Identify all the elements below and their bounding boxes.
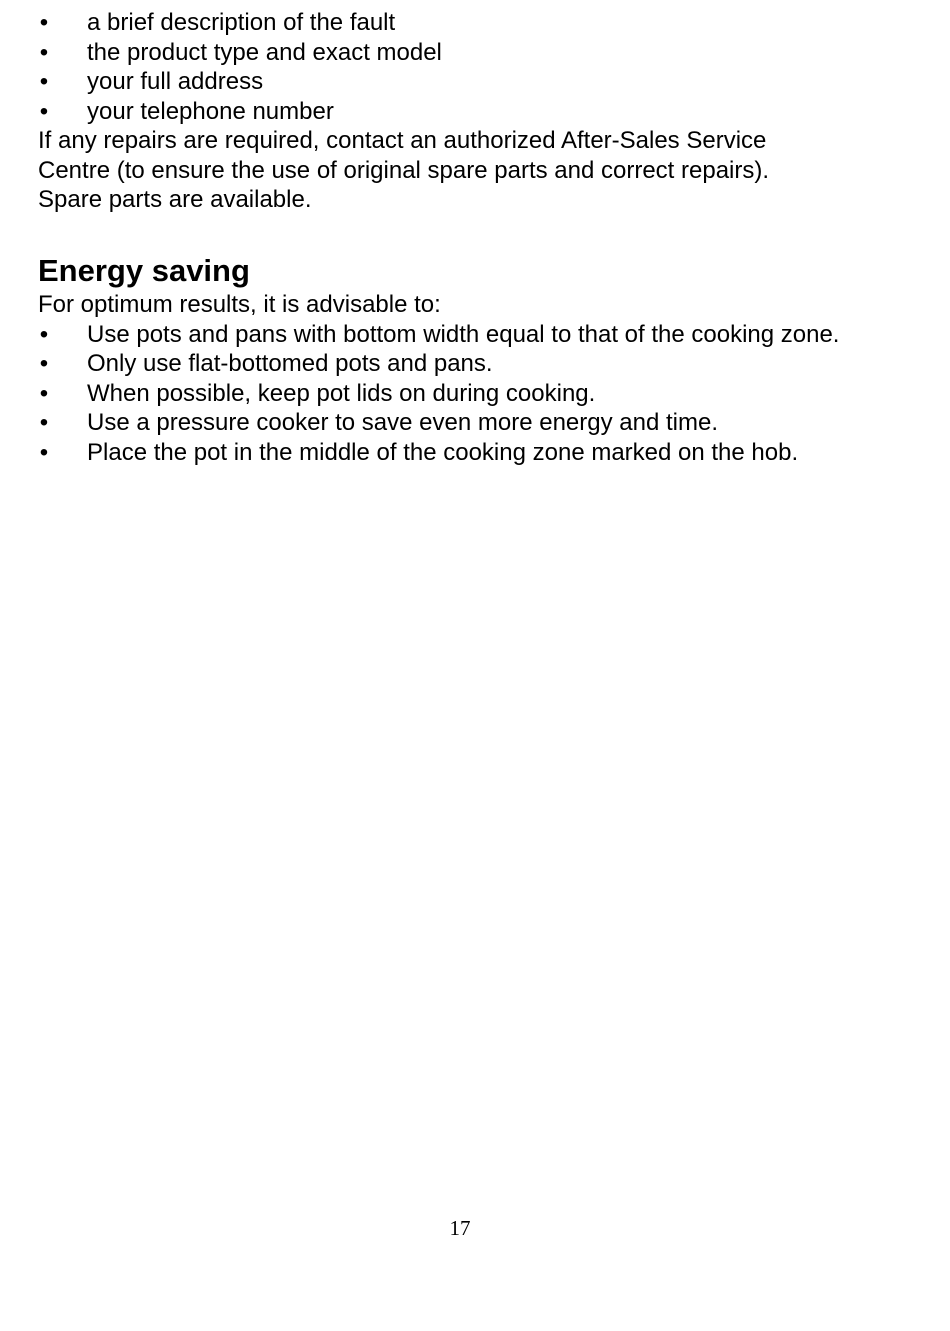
energy-saving-section bbox=[38, 290, 918, 467]
bullet-icon: • bbox=[39, 409, 49, 436]
bullet-icon: • bbox=[39, 350, 49, 377]
paragraph-line: Centre (to ensure the use of original spare parts and correct repairs). bbox=[38, 156, 770, 184]
list-item bbox=[38, 97, 918, 127]
list-item-text: Use a pressure cooker to save even more energy and time. bbox=[87, 409, 718, 436]
list-item-text: your telephone number bbox=[87, 97, 334, 125]
list-item-text: When possible, keep pot lids on during cooking. bbox=[87, 379, 596, 407]
repair-info-section bbox=[38, 8, 918, 215]
list-item-text: a brief description of the fault bbox=[87, 9, 396, 36]
bullet-icon: • bbox=[39, 38, 49, 66]
bullet-icon: • bbox=[39, 379, 49, 407]
list-item bbox=[38, 438, 918, 468]
list-item bbox=[38, 408, 918, 438]
list-item-text: the product type and exact model bbox=[87, 38, 442, 66]
section-intro: For optimum results, it is advisable to: bbox=[38, 291, 441, 318]
list-item bbox=[38, 38, 918, 68]
paragraph-line: Spare parts are available. bbox=[38, 186, 312, 213]
list-item bbox=[38, 379, 918, 409]
list-item-text: Only use flat-bottomed pots and pans. bbox=[87, 350, 493, 377]
bullet-icon: • bbox=[39, 97, 49, 125]
bullet-icon: • bbox=[39, 9, 49, 36]
list-item-text: your full address bbox=[87, 68, 264, 95]
bullet-icon: • bbox=[39, 320, 49, 348]
list-item bbox=[38, 349, 918, 379]
list-item bbox=[38, 8, 918, 38]
repair-paragraph bbox=[38, 126, 918, 215]
paragraph-line: If any repairs are required, contact an authorized After-Sales Service bbox=[38, 127, 767, 154]
list-item bbox=[38, 67, 918, 97]
list-item-text: Use pots and pans with bottom width equal to that of the cooking zone. bbox=[87, 320, 840, 348]
page-number: 17 bbox=[449, 1216, 471, 1240]
list-item-text: Place the pot in the middle of the cooking zone marked on the hob. bbox=[87, 438, 799, 466]
bullet-icon: • bbox=[39, 438, 49, 466]
section-heading: Energy saving bbox=[38, 253, 250, 288]
energy-saving-list bbox=[38, 320, 918, 468]
bullet-icon: • bbox=[39, 68, 49, 95]
repair-info-list bbox=[38, 8, 918, 126]
list-item bbox=[38, 320, 918, 350]
